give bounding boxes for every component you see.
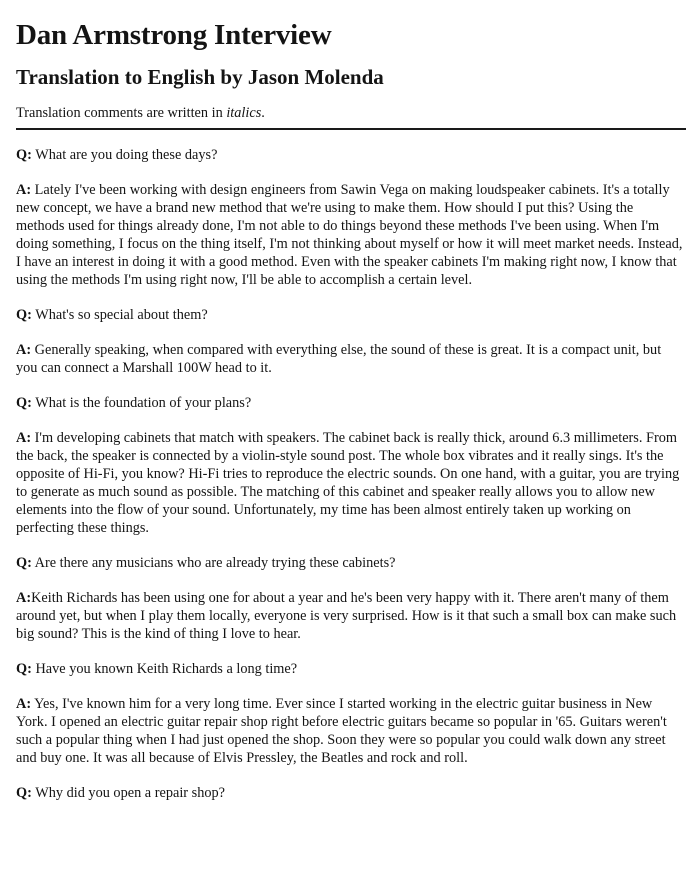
interview-paragraph bbox=[16, 660, 685, 678]
header-divider bbox=[16, 128, 686, 130]
paragraph-text: I'm developing cabinets that match with speakers. The cabinet back is really thick, around 6.3 millimeters. From the back, the speaker is connected by a violin-style sound post. The whole box vibrates and it really sings. It's the opposite of Hi-Fi, you know? Hi-Fi tries to reproduce the electric sounds. On one hand, with a guitar, you are trying to generate as much sound as possible. The matching of this cabinet and speaker really allows you to allow new elements into the flow of your sound. Unfortunately, my time has been almost entirely taken up working on perfecting these things. bbox=[16, 430, 680, 536]
speaker-label: A: bbox=[16, 696, 32, 712]
paragraph-text: Lately I've been working with design engineers from Sawin Vega on making loudspeaker cabinets. It's a totally new concept, we have a brand new method that we're using to make them. How should I put this? Using the methods used for things already done, I'm not able to do things beyond these methods I've been using. When I'm doing something, I focus on the thing itself, I'm not thinking about myself or how it will meet market needs. Instead, I have an interest in doing it with a good method. Even with the speaker cabinets I'm making right now, I know that using the methods I'm using right now, I'll be able to accomplish a certain level. bbox=[16, 182, 683, 288]
interview-paragraph bbox=[16, 146, 685, 164]
paragraph-text: Why did you open a repair shop? bbox=[31, 785, 225, 801]
speaker-label: Q: bbox=[16, 395, 32, 411]
interview-paragraph bbox=[16, 695, 685, 767]
translation-note-text: Translation comments are written in bbox=[16, 105, 227, 121]
paragraph-text: What are you doing these days? bbox=[31, 147, 218, 163]
translation-note bbox=[16, 104, 685, 122]
speaker-label: A: bbox=[16, 182, 32, 198]
speaker-label: Q: bbox=[16, 147, 32, 163]
interview-paragraph bbox=[16, 784, 685, 802]
paragraph-text: Keith Richards has been using one for about a year and he's been very happy with it. There aren't many of them around yet, but when I play them locally, everyone is very surprised. How is it that such a small box can make such big sound? This is the kind of thing I love to hear. bbox=[16, 590, 677, 642]
paragraph-text: Yes, I've known him for a very long time. Ever since I started working in the electric guitar business in New York. I opened an electric guitar repair shop right before electric guitars became so popular in '65. Guitars weren't such a popular thing when I had just opened the shop. Soon they were so popular you could walk down any street and buy one. It was all because of Elvis Pressley, the Beatles and rock and roll. bbox=[16, 696, 667, 766]
document-title: Dan Armstrong Interview bbox=[16, 19, 332, 51]
paragraph-text: Are there any musicians who are already trying these cabinets? bbox=[31, 555, 396, 571]
interview-paragraph bbox=[16, 429, 685, 537]
speaker-label: Q: bbox=[16, 555, 32, 571]
paragraph-text: Have you known Keith Richards a long time? bbox=[31, 661, 298, 677]
speaker-label: A: bbox=[16, 342, 32, 358]
interview-paragraph bbox=[16, 589, 685, 643]
speaker-label: A: bbox=[16, 590, 32, 606]
speaker-label: Q: bbox=[16, 785, 32, 801]
interview-body bbox=[16, 146, 685, 802]
interview-paragraph bbox=[16, 394, 685, 412]
interview-paragraph bbox=[16, 306, 685, 324]
interview-paragraph bbox=[16, 341, 685, 377]
interview-paragraph bbox=[16, 181, 685, 289]
translation-note-end: . bbox=[261, 105, 265, 121]
speaker-label: Q: bbox=[16, 661, 32, 677]
speaker-label: A: bbox=[16, 430, 32, 446]
interview-paragraph bbox=[16, 554, 685, 572]
paragraph-text: Generally speaking, when compared with everything else, the sound of these is great. It is a compact unit, but you can connect a Marshall 100W head to it. bbox=[16, 342, 662, 376]
document-subtitle: Translation to English by Jason Molenda bbox=[16, 65, 384, 89]
speaker-label: Q: bbox=[16, 307, 32, 323]
paragraph-text: What's so special about them? bbox=[31, 307, 208, 323]
translation-note-italic: italics bbox=[226, 105, 262, 121]
paragraph-text: What is the foundation of your plans? bbox=[31, 395, 252, 411]
